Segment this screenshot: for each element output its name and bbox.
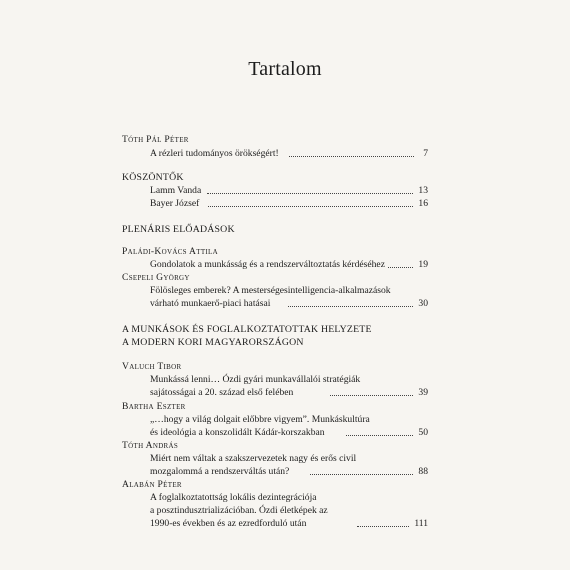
page-number: 16	[418, 198, 428, 209]
page-number: 88	[418, 466, 428, 477]
page-number: 50	[418, 427, 428, 438]
leader-dots	[289, 156, 414, 157]
entry-title: Munkássá lenni… Ózdi gyári munkavállalói stratégiák	[150, 374, 361, 385]
entry-title: Bayer József	[150, 198, 200, 209]
page-number: 39	[418, 387, 428, 398]
leader-dots	[357, 526, 409, 527]
author-name: Tóth András	[122, 440, 179, 451]
page-number: 111	[414, 518, 428, 529]
leader-dots	[330, 395, 413, 396]
entry-title: A rézleri tudományos örökségért!	[150, 148, 279, 159]
entry-title: és ideológia a konszolidált Kádár-korszakban	[150, 427, 325, 438]
page-title: Tartalom	[248, 58, 322, 80]
entry-title: 1990-es években és az ezredforduló után	[150, 518, 307, 529]
entry-title: Fölösleges emberek? A mesterségesintelligencia-alkalmazások	[150, 285, 391, 296]
author-name: Bartha Eszter	[122, 401, 186, 412]
section-heading: A MUNKÁSOK ÉS FOGLALKOZTATOTTAK HELYZETE	[122, 324, 372, 335]
leader-dots	[208, 206, 413, 207]
entry-title: várható munkaerő-piaci hatásai	[150, 298, 271, 309]
entry-title: a posztindusztrializációban. Ózdi életképek az	[150, 505, 328, 516]
entry-title: mozgalommá a rendszerváltás után?	[150, 466, 290, 477]
section-heading: PLENÁRIS ELŐADÁSOK	[122, 224, 235, 235]
entry-title: „…hogy a világ dolgait előbbre vigyem”. Munkáskultúra	[150, 414, 370, 425]
leader-dots	[388, 267, 413, 268]
section-heading: KÖSZÖNTŐK	[122, 172, 184, 183]
author-name: Valuch Tibor	[122, 361, 182, 372]
page-number: 19	[418, 259, 428, 270]
author-name: Tóth Pál Péter	[122, 134, 189, 145]
page-number: 30	[418, 298, 428, 309]
author-name: Paládi-Kovács Attila	[122, 246, 218, 257]
entry-title: A foglalkoztatottság lokális dezintegrációja	[150, 492, 317, 503]
entry-title: sajátosságai a 20. század első felében	[150, 387, 294, 398]
page-number: 7	[423, 148, 428, 159]
leader-dots	[207, 193, 413, 194]
leader-dots	[346, 435, 413, 436]
page-number: 13	[418, 185, 428, 196]
entry-title: Miért nem váltak a szakszervezetek nagy és erős civil	[150, 453, 357, 464]
author-name: Alabán Péter	[122, 479, 182, 490]
leader-dots	[310, 474, 413, 475]
entry-title: Gondolatok a munkásság és a rendszerváltoztatás kérdéséhez	[150, 259, 385, 270]
entry-title: Lamm Vanda	[150, 185, 202, 196]
section-heading: A MODERN KORI MAGYARORSZÁGON	[122, 337, 304, 348]
author-name: Csepeli György	[122, 272, 190, 283]
leader-dots	[288, 306, 413, 307]
